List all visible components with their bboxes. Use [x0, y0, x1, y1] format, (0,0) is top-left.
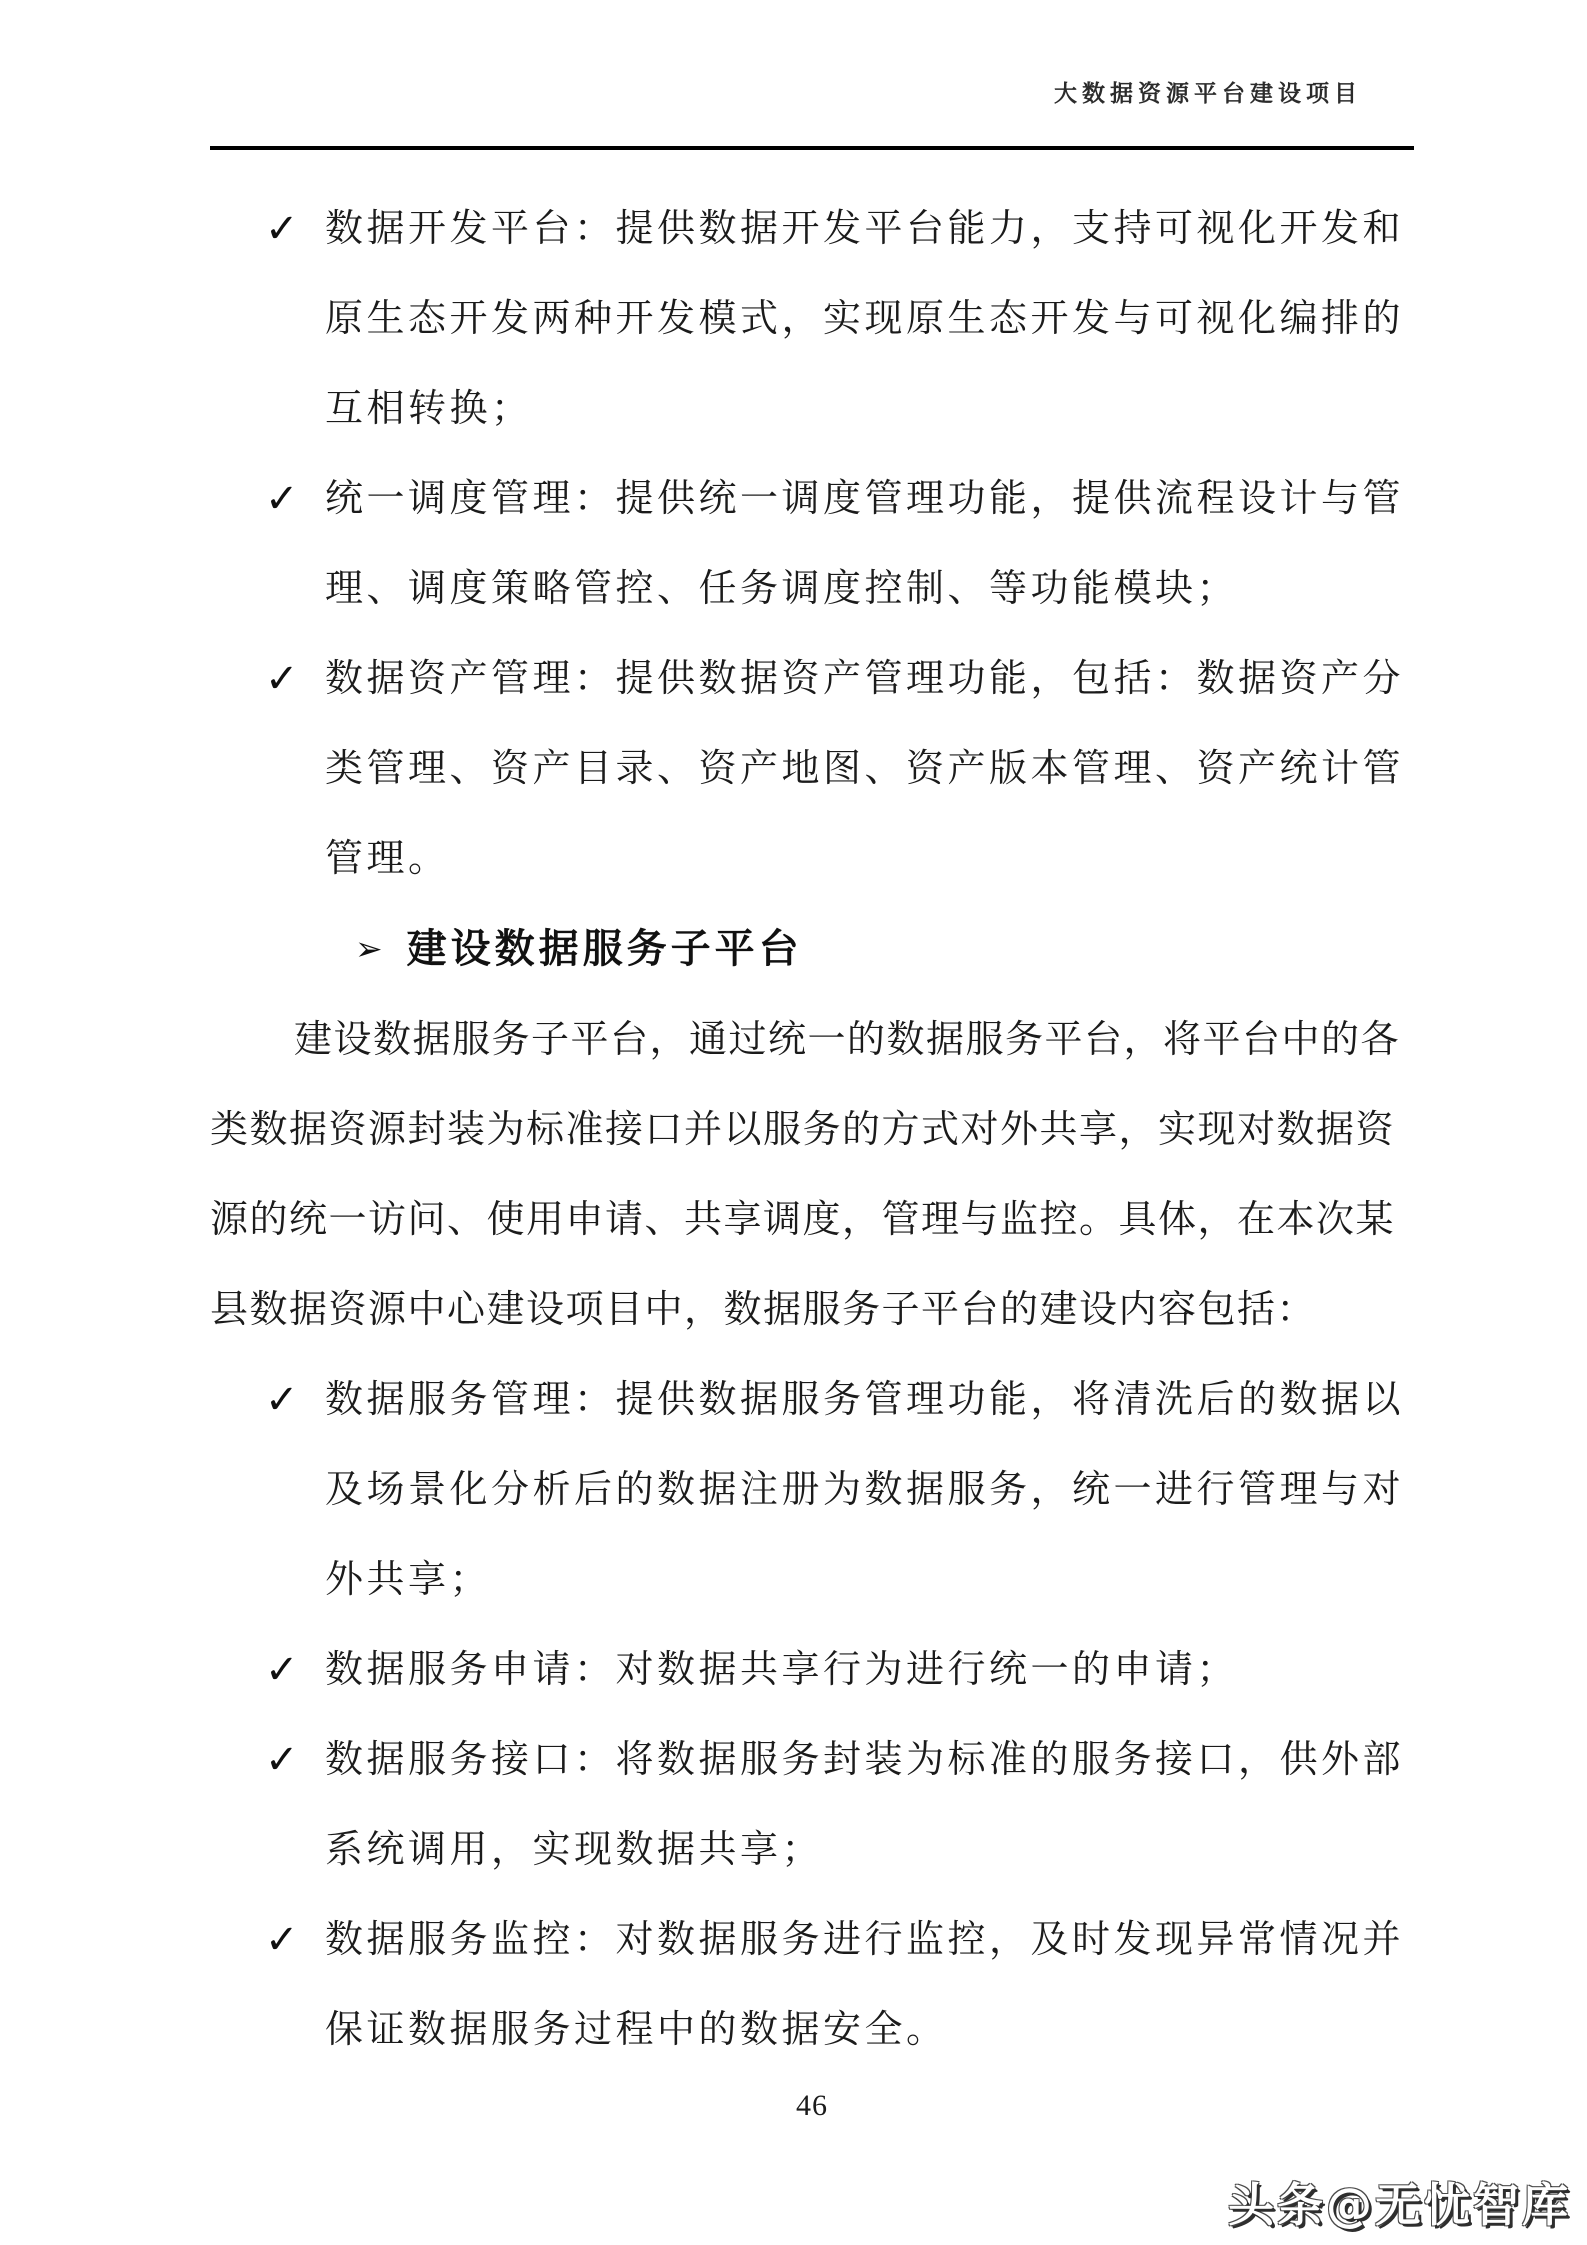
text-line: 数据服务管理：提供数据服务管理功能，将清洗后的数据以: [325, 1379, 1405, 1421]
checkmark-icon: ✓: [265, 1647, 299, 1693]
checkmark-icon: ✓: [265, 656, 299, 702]
section-heading-text: 建设数据服务子平台: [406, 926, 803, 971]
text-line: 保证数据服务过程中的数据安全。: [325, 2009, 948, 2051]
text-line: 数据资产管理：提供数据资产管理功能，包括：数据资产分: [325, 658, 1405, 700]
checklist-item: [210, 1715, 1414, 1895]
paragraph: [210, 995, 1414, 1355]
checkmark-icon: ✓: [265, 1377, 299, 1423]
text-line: 数据服务接口：将数据服务封装为标准的服务接口，供外部: [325, 1739, 1405, 1781]
text-line: 统一调度管理：提供统一调度管理功能，提供流程设计与管: [325, 478, 1405, 520]
checkmark-icon: ✓: [265, 206, 299, 252]
arrow-bullet-icon: ➢: [355, 929, 383, 968]
header-rule: [210, 146, 1414, 150]
text-line: 县数据资源中心建设项目中，数据服务子平台的建设内容包括：: [210, 1289, 1317, 1331]
section-heading: [210, 904, 1414, 995]
watermark: 头条@无忧智库: [1228, 2178, 1571, 2232]
text-line: 外共享；: [325, 1559, 492, 1601]
text-line: 及场景化分析后的数据注册为数据服务，统一进行管理与对: [325, 1469, 1405, 1511]
text-line: 建设数据服务子平台，通过统一的数据服务平台，将平台中的各: [294, 1019, 1401, 1061]
checklist-item: [210, 184, 1414, 454]
checklist-item: [210, 454, 1414, 634]
text-line: 系统调用，实现数据共享；: [325, 1829, 824, 1871]
page-content: [210, 0, 1414, 2123]
text-line: 数据服务申请：对数据共享行为进行统一的申请；: [325, 1649, 1239, 1691]
checkmark-icon: ✓: [265, 1917, 299, 1963]
text-line: 数据开发平台：提供数据开发平台能力，支持可视化开发和: [325, 208, 1405, 250]
text-line: 理、调度策略管控、任务调度控制、等功能模块；: [325, 568, 1239, 610]
checkmark-icon: ✓: [265, 1737, 299, 1783]
document-body: [210, 184, 1414, 2075]
page-number: 46: [796, 2089, 828, 2122]
text-line: 数据服务监控：对数据服务进行监控，及时发现异常情况并: [325, 1919, 1405, 1961]
checklist-item: [210, 1625, 1414, 1715]
checklist-item: [210, 1355, 1414, 1625]
text-line: 源的统一访问、使用申请、共享调度，管理与监控。具体，在本次某: [210, 1199, 1396, 1241]
text-line: 类管理、资产目录、资产地图、资产版本管理、资产统计管: [325, 748, 1405, 790]
text-line: 管理。: [325, 838, 450, 880]
text-line: 互相转换；: [325, 388, 533, 430]
checklist-item: [210, 1895, 1414, 2075]
checklist-item: [210, 634, 1414, 904]
text-line: 类数据资源封装为标准接口并以服务的方式对外共享，实现对数据资: [210, 1109, 1396, 1151]
text-line: 原生态开发两种开发模式，实现原生态开发与可视化编排的: [325, 298, 1405, 340]
header-title: 大数据资源平台建设项目: [1054, 81, 1362, 106]
checkmark-icon: ✓: [265, 476, 299, 522]
